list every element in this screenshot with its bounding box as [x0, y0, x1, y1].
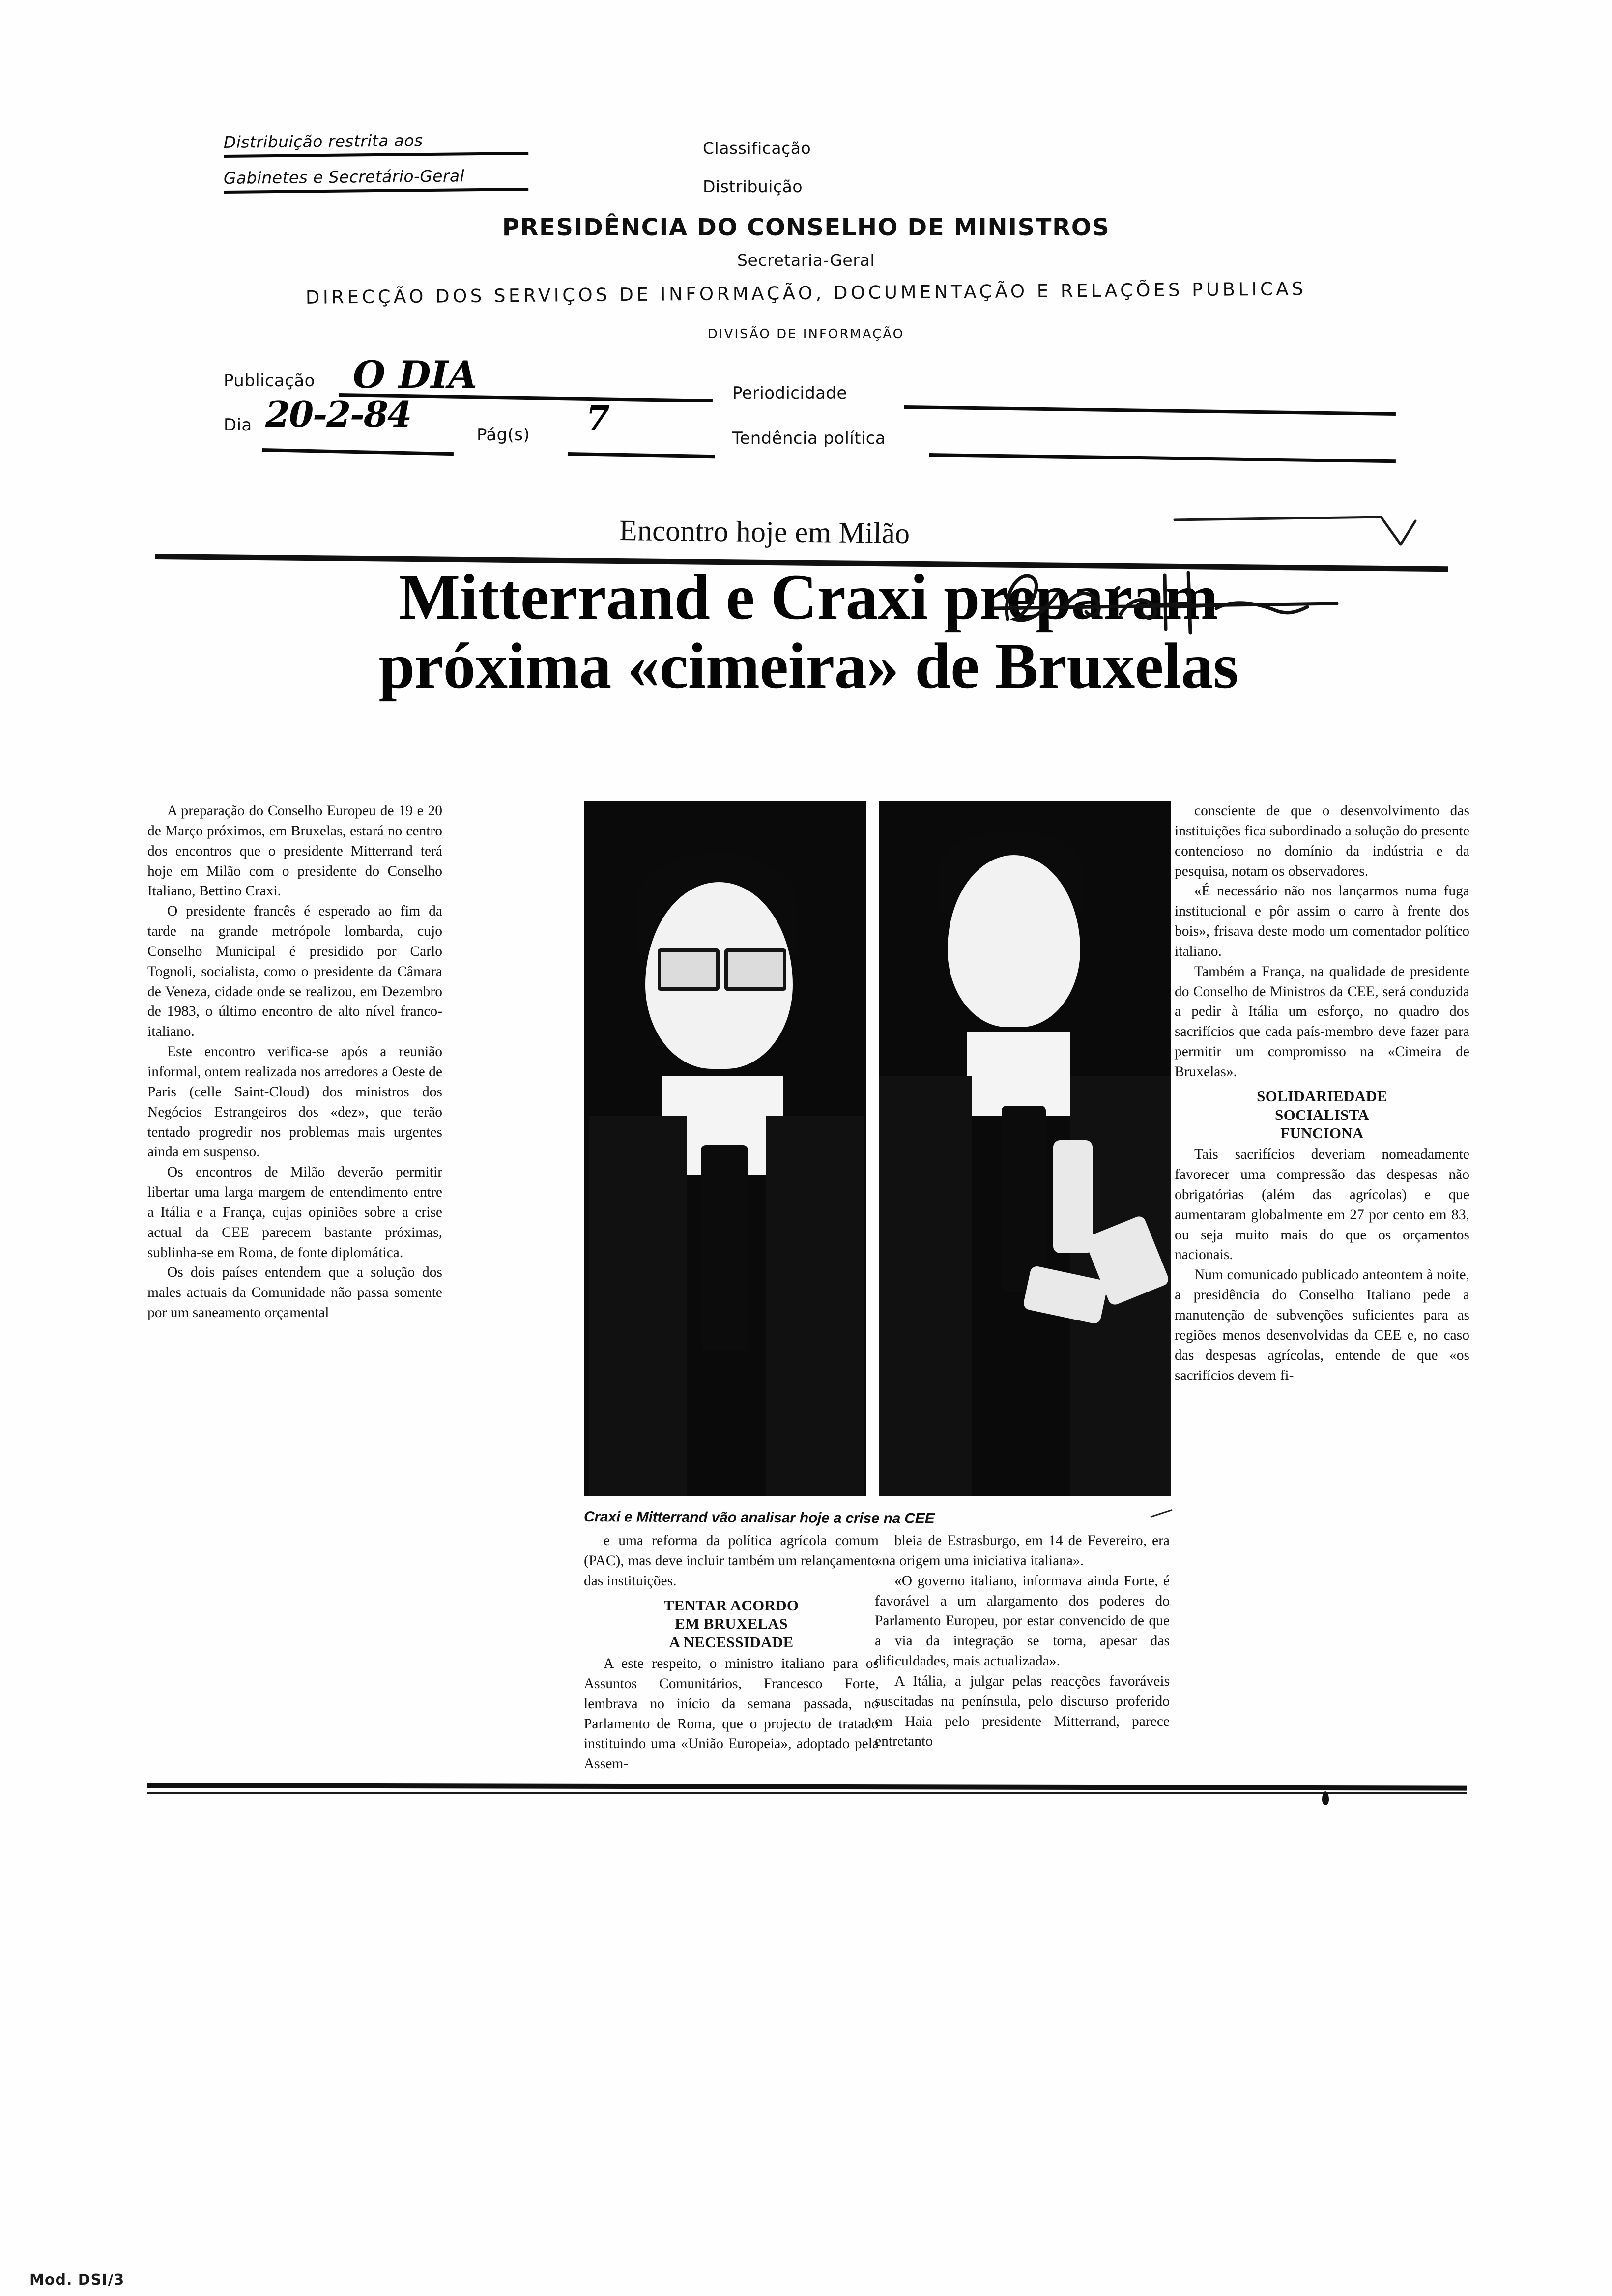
pags-value-handwritten: 7 — [586, 398, 610, 439]
article-headline — [152, 563, 1465, 700]
distribution-restriction-line-1: Distribuição restrita aos — [224, 130, 528, 158]
paragraph: A preparação do Conselho Europeu de 19 e 20 de Março próximos, em Bruxelas, estará no centro dos encontros que o presidente Mitterrand terá hoje em Milão com o presidente do Conselho Italiano, Bettino Craxi. — [147, 803, 442, 899]
article-headline-line-1: Mitterrand e Craxi preparam — [399, 561, 1218, 633]
classificacao-label: Classificação — [703, 139, 811, 158]
paragraph: Este encontro verifica-se após a reunião informal, ontem realizada nos arredores a Oeste de Paris (celle Saint-Cloud) dos ministros dos Negócios Estrangeiros dos «dez», que terão tentado progredir nos problemas mais urgentes ainda em suspenso. — [147, 1044, 442, 1160]
photo-mitterrand — [879, 801, 1171, 1496]
photo-craxi — [584, 801, 866, 1496]
org-title-presidencia: PRESIDÊNCIA DO CONSELHO DE MINISTROS — [502, 214, 1110, 241]
paragraph: Os dois países entendem que a solução dos males actuais da Comunidade não passa somente por um saneamento orçamental — [147, 1264, 442, 1321]
subheading-line: EM BRUXELAS — [675, 1615, 788, 1633]
paragraph: «O governo italiano, informava ainda Forte, é favorável a um alargamento dos poderes do Parlamento Europeu, por estar convencido de que a via da integração se torna, apesar das dificuldades, mais actualizada». — [875, 1573, 1170, 1669]
form-model-code: Mod. DSI/3 — [29, 2271, 125, 2289]
paragraph: bleia de Estrasburgo, em 14 de Fevereiro, era «na origem uma iniciativa italiana». — [875, 1533, 1170, 1569]
pags-label: Pág(s) — [477, 425, 530, 445]
distribution-restriction-line-2: Gabinetes e Secretário-Geral — [224, 166, 528, 194]
periodicidade-label: Periodicidade — [732, 383, 847, 403]
pags-field-rule — [568, 452, 715, 458]
article-column-2b — [875, 1531, 1170, 1751]
publicacao-label: Publicação — [224, 371, 315, 391]
paragraph: consciente de que o desenvolvimento das instituições fica subordinado a solução do presente contencioso no domínio da indústria e da pesquisa, notam os observadores. — [1175, 803, 1469, 879]
article-column-2 — [584, 1531, 879, 1774]
dia-value-handwritten: 20-2-84 — [265, 393, 411, 435]
org-title-divisao: DIVISÃO DE INFORMAÇÃO — [707, 327, 905, 342]
distribuicao-label: Distribuição — [703, 177, 803, 196]
dia-field-rule — [262, 448, 454, 456]
article-column-3 — [1175, 801, 1469, 1385]
archive-form-header — [0, 0, 1612, 496]
subheading-line: SOCIALISTA — [1275, 1106, 1369, 1123]
paragraph: Tais sacrifícios deveriam nomeadamente favorecer uma compressão das despesas não obrigatórias (além das agrícolas) e que aumentaram globalmente em 27 por cento em 83, ou seja muito mais do que os orçamentos nacionais. — [1175, 1147, 1469, 1263]
paragraph: Também a França, na qualidade de presidente do Conselho de Ministros da CEE, será conduzida a pedir à Itália um esforço, no quadro dos sacrifícios que cada país-membro deve fazer para permitir um compromisso na «Cimeira de Bruxelas». — [1175, 963, 1469, 1080]
publicacao-value-handwritten: O DIA — [353, 353, 478, 397]
photo-caption: Craxi e Mitterrand vão analisar hoje a crise na CEE — [583, 1509, 935, 1527]
paragraph: Os encontros de Milão deverão permitir libertar uma larga margem de entendimento entre a Itália e a França, cujas opiniões sobre a crise actual da CEE parecem bastante próximas, sublinha-se em Roma, de fonte diplomática. — [147, 1164, 442, 1261]
tendencia-politica-label: Tendência política — [732, 429, 886, 448]
subheading-tentar-acordo — [584, 1596, 879, 1652]
paragraph: O presidente francês é esperado ao fim da tarde na grande metrópole lombarda, cujo Conselho Municipal é presidido por Carlo Tognoli, socialista, como o presidente da Câmara de Veneza, cidade onde se realizou, em Dezembro de 1983, o último encontro de alto nível franco-italiano. — [147, 903, 442, 1040]
article-headline-line-2: próxima «cimeira» de Bruxelas — [378, 629, 1238, 702]
page-mark-dot — [1322, 1791, 1329, 1805]
article-kicker: Encontro hoje em Milão — [619, 514, 910, 550]
paragraph: A Itália, a julgar pelas reacções favoráveis suscitadas na península, pelo discurso proferido em Haia pelo presidente Mitterrand, parece entretanto — [875, 1673, 1170, 1750]
article-photos — [584, 801, 1171, 1506]
org-title-direccao: DIRECÇÃO DOS SERVIÇOS DE INFORMAÇÃO, DOCUMENTAÇÃO E RELAÇÕES PUBLICAS — [305, 278, 1307, 308]
clipping-bottom-rule-secondary — [147, 1792, 1467, 1794]
paragraph: e uma reforma da política agrícola comum (PAC), mas deve incluir também um relançamento das instituições. — [584, 1533, 879, 1589]
periodicidade-field-rule — [904, 405, 1396, 416]
org-title-secretaria: Secretaria-Geral — [737, 251, 875, 270]
paragraph: «É necessário não nos lançarmos numa fuga institucional e pôr assim o carro à frente dos bois», frisava deste modo um comentador político italiano. — [1175, 883, 1469, 959]
tendencia-politica-field-rule — [929, 453, 1396, 463]
subheading-line: A NECESSIDADE — [669, 1634, 794, 1651]
subheading-line: FUNCIONA — [1280, 1124, 1364, 1142]
handwritten-bracket-annotation — [1170, 511, 1435, 580]
dia-label: Dia — [224, 415, 252, 435]
article-column-1 — [147, 801, 442, 1323]
subheading-solidariedade — [1175, 1087, 1469, 1143]
paragraph: Num comunicado publicado anteontem à noite, a presidência do Conselho Italiano pede a manutenção de subvenções suficientes para as regiões menos desenvolvidas da CEE e, no caso das despesas agrícolas, entende de que «os sacrifícios devem fi- — [1175, 1267, 1469, 1383]
subheading-line: SOLIDARIEDADE — [1257, 1087, 1387, 1105]
paragraph: A este respeito, o ministro italiano para os Assuntos Comunitários, Francesco Forte, lembrava no início da semana passada, no Parlamento de Roma, que o projecto de tratado instituindo uma «União Europeia», adoptado pela Assem- — [584, 1655, 879, 1772]
distribution-restriction-block — [224, 133, 528, 197]
subheading-line: TENTAR ACORDO — [663, 1596, 799, 1614]
article-body — [147, 801, 1469, 1772]
